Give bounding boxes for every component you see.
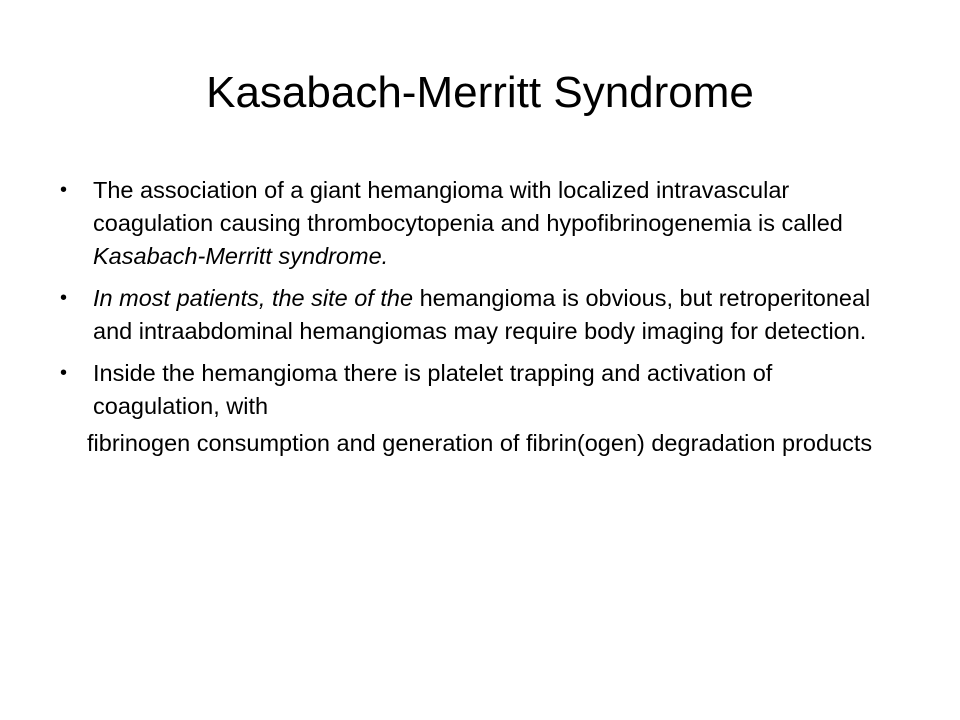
bullet-dot: • [60, 179, 68, 201]
bullet-dot: • [60, 287, 68, 309]
bullet-2-italic-text: In most patients, the site of the [93, 285, 414, 311]
bullet-item-2 [60, 282, 880, 348]
continuation-text: fibrinogen consumption and generation of fibrin(ogen) degradation products [87, 430, 873, 456]
bullet-3-text: Inside the hemangioma there is platelet trapping and activation of coagulation, with [93, 360, 773, 419]
bullet-dot: • [60, 362, 68, 384]
bullet-3-continuation [60, 427, 880, 460]
bullet-2-text: hemangioma is obvious, but retroperitoneal and intraabdominal hemangiomas may require body imaging for detection. [93, 285, 871, 344]
slide-body [60, 174, 880, 460]
bullet-item-1 [60, 174, 880, 273]
bullet-item-3 [60, 357, 880, 423]
slide-title: Kasabach-Merritt Syndrome [206, 68, 754, 117]
bullet-1-italic-text: Kasabach-Merritt syndrome. [93, 243, 389, 269]
bullet-1-text: The association of a giant hemangioma with localized intravascular coagulation causing thrombocytopenia and hypofibrinogenemia is called [93, 177, 843, 236]
